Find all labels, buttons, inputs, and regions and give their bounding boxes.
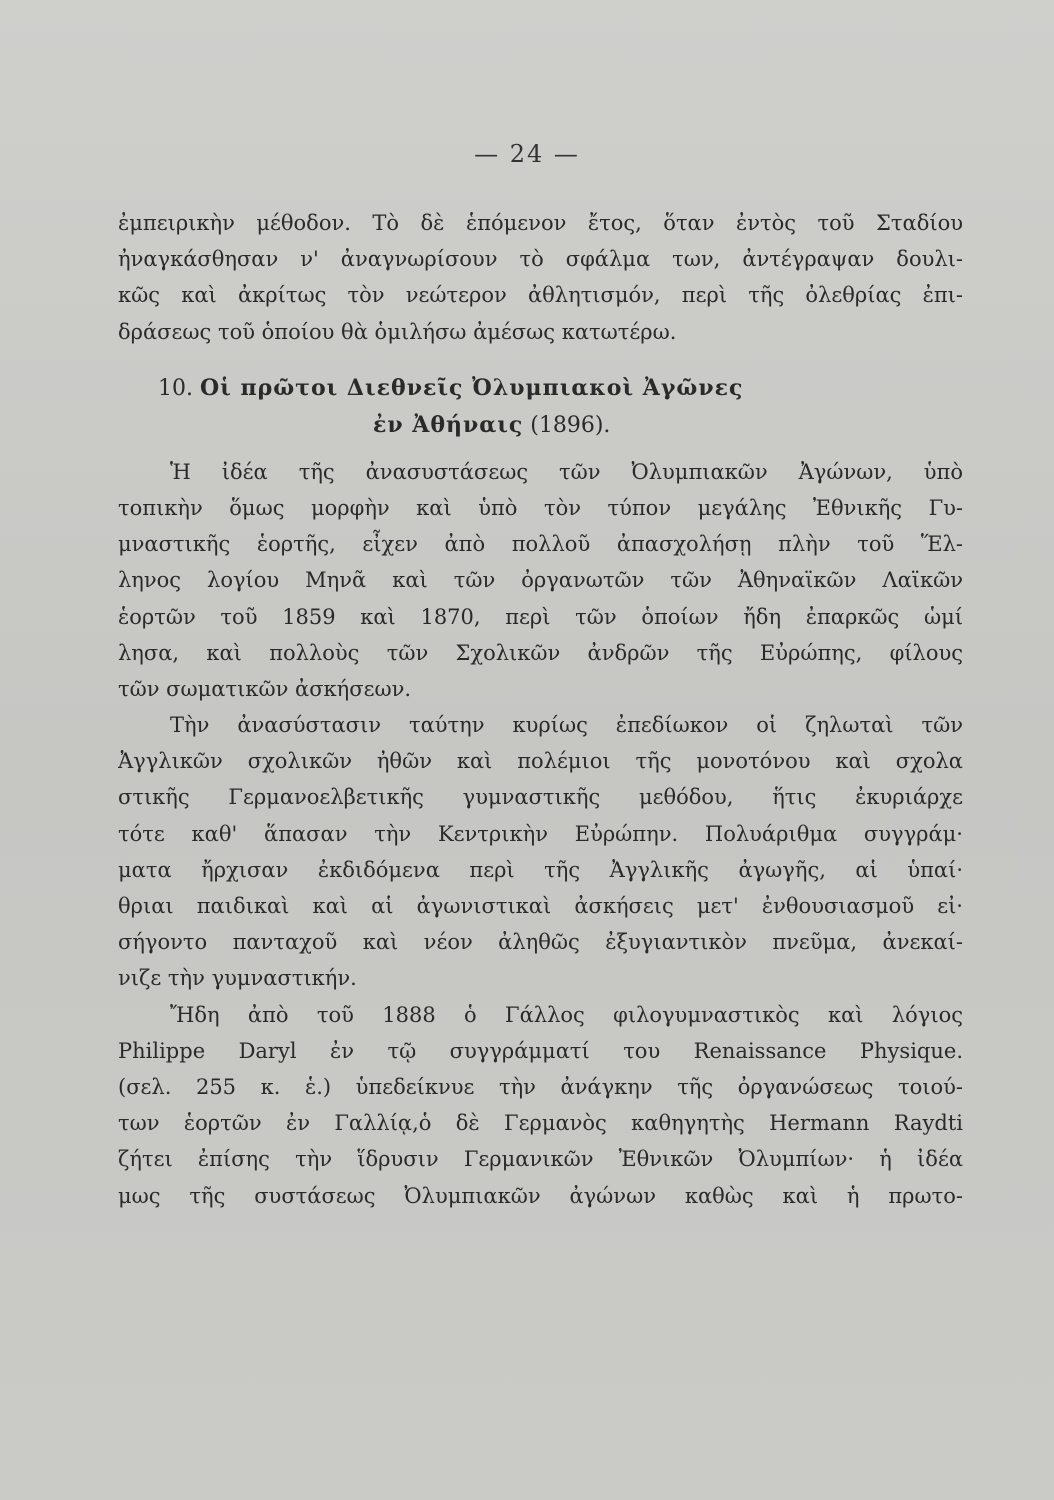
text-line: ζήτει ἐπίσης τὴν ἵδρυσιν Γερμανικῶν Ἐθνικῶν Ὀλυμπίων· ἡ ἰδέα (118, 1147, 963, 1172)
text-line: στικῆς Γερμανοελβετικῆς γυμναστικῆς μεθόδου, ἥτις ἐκυριάρχε (118, 785, 963, 810)
text-line: ἑορτῶν τοῦ 1859 καὶ 1870, περὶ τῶν ὁποίων ἤδη ἐπαρκῶς ὡμί (118, 604, 963, 629)
text-line: ματα ἤρχισαν ἐκδιδόμενα περὶ τῆς Ἀγγλικῆς ἀγωγῆς, αἱ ὑπαί· (118, 857, 963, 882)
text-line: νιζε τὴν γυμναστικήν. (118, 966, 357, 991)
text-line: θριαι παιδικαὶ καὶ αἱ ἀγωνιστικαὶ ἀσκήσεις μετ' ἐνθουσιασμοῦ εἰ· (118, 894, 963, 918)
text-line: των ἑορτῶν ἐν Γαλλίᾳ,ὁ δὲ Γερμανὸς καθηγητὴς Hermann Raydti (118, 1111, 963, 1136)
text-line: Ἀγγλικῶν σχολικῶν ἠθῶν καὶ πολέμιοι τῆς μονοτόνου καὶ σχολα (118, 749, 963, 774)
page-body (118, 205, 963, 1214)
text-line: δράσεως τοῦ ὁποίου θὰ ὁμιλήσω ἀμέσως κατωτέρω. (118, 319, 677, 344)
section-heading-line-1 (118, 370, 963, 407)
text-line: Τὴν ἀνασύστασιν ταύτην κυρίως ἐπεδίωκον οἱ ζηλωταὶ τῶν (170, 713, 963, 738)
section-heading-line-2 (118, 407, 963, 444)
text-line: κῶς καὶ ἀκρίτως τὸν νεώτερον ἀθλητισμόν, περὶ τῆς ὀλεθρίας ἐπι- (118, 283, 963, 308)
section-title-location: ἐν Ἀθήναις (373, 411, 524, 438)
text-line: ἐμπειρικὴν μέθοδον. Τὸ δὲ ἑπόμενον ἔτος, ὅταν ἐντὸς τοῦ Σταδίου (118, 211, 963, 235)
text-line: Ἡ ἰδέα τῆς ἀνασυστάσεως τῶν Ὀλυμπιακῶν Ἀγώνων, ὑπὸ (170, 459, 963, 484)
paragraph-1 (118, 454, 963, 707)
text-line: τότε καθ' ἅπασαν τὴν Κεντρικὴν Εὐρώπην. Πολυάριθμα συγγράμ· (118, 821, 963, 846)
section-year: (1896). (530, 412, 611, 438)
text-line: ληνος λογίου Μηνᾶ καὶ τῶν ὀργανωτῶν τῶν Ἀθηναϊκῶν Λαϊκῶν (118, 568, 963, 593)
text-line: Philippe Daryl ἐν τῷ συγγράμματί του Renaissance Physique. (118, 1038, 963, 1063)
page-number: — 24 — (474, 140, 580, 168)
paragraph-2 (118, 707, 963, 997)
text-line: μναστικῆς ἑορτῆς, εἶχεν ἀπὸ πολλοῦ ἀπασχολήσῃ πλὴν τοῦ Ἕλ- (118, 532, 963, 557)
text-line: (σελ. 255 κ. ἑ.) ὑπεδείκνυε τὴν ἀνάγκην τῆς ὀργανώσεως τοιού- (118, 1074, 963, 1099)
section-title: Οἱ πρῶτοι Διεθνεῖς Ὀλυμπιακοὶ Ἀγῶνες (200, 374, 744, 401)
paragraph-3 (118, 997, 963, 1214)
text-line: τῶν σωματικῶν ἀσκήσεων. (118, 676, 412, 701)
text-line: μως τῆς συστάσεως Ὀλυμπιακῶν ἀγώνων καθὼς καὶ ἡ πρωτο- (118, 1183, 963, 1208)
intro-paragraph (118, 205, 963, 350)
text-line: λησα, καὶ πολλοὺς τῶν Σχολικῶν ἀνδρῶν τῆς Εὐρώπης, φίλους (118, 640, 963, 665)
text-line: τοπικὴν ὅμως μορφὴν καὶ ὑπὸ τὸν τύπον μεγάλης Ἐθνικῆς Γυ- (118, 495, 963, 520)
text-line: ἠναγκάσθησαν ν' ἀναγνωρίσουν τὸ σφάλμα των, ἀντέγραψαν δουλι- (118, 247, 963, 272)
section-heading (118, 370, 963, 444)
text-line: Ἤδη ἀπὸ τοῦ 1888 ὁ Γάλλος φιλογυμναστικὸς καὶ λόγιος (170, 1002, 963, 1027)
text-line: σήγοντο πανταχοῦ καὶ νέον ἀληθῶς ἐξυγιαντικὸν πνεῦμα, ἀνεκαί- (118, 930, 963, 955)
section-number: 10. (158, 375, 193, 401)
